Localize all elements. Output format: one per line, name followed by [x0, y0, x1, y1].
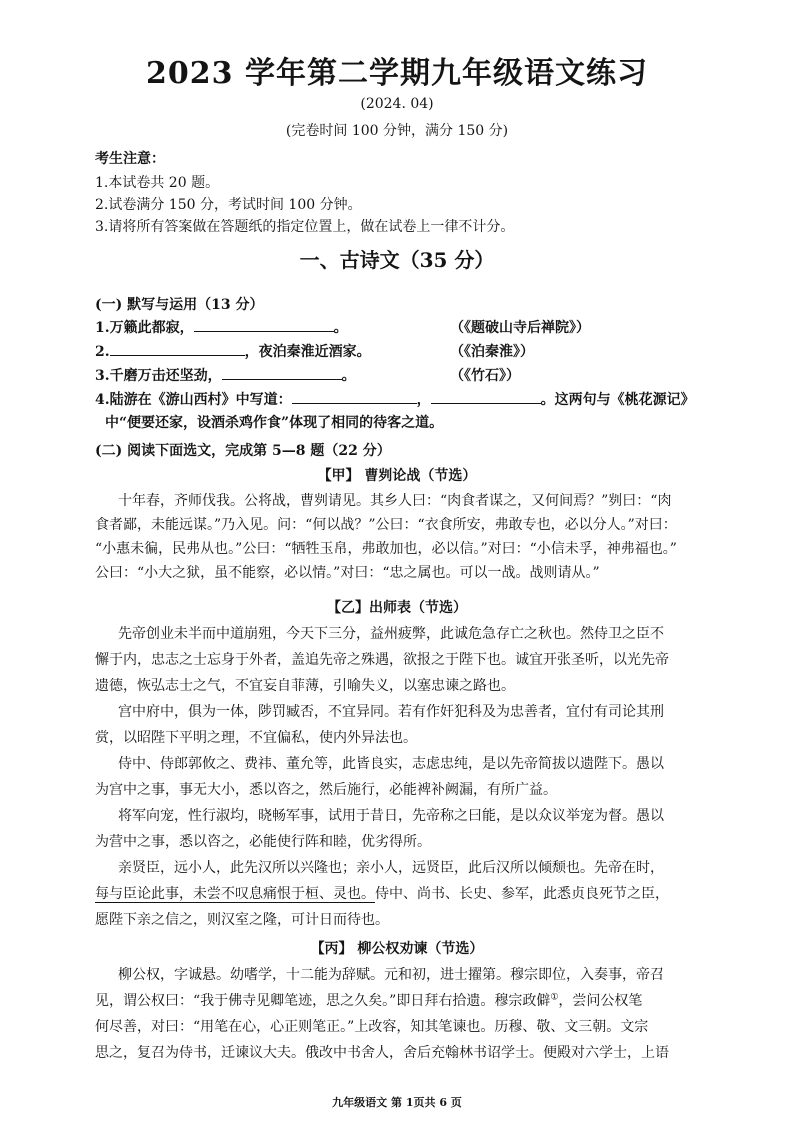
passage-line: 亲贤臣，远小人，此先汉所以兴隆也；亲小人，远贤臣，此后汉所以倾颓也。先帝在时，	[118, 860, 664, 876]
notice-item: 3.请将所有答案做在答题纸的指定位置上，做在试卷上一律不计分。	[95, 219, 515, 235]
question-text: 4.陆游在《游山西村》中写道：	[95, 392, 292, 408]
question-source: （《竹石》）	[450, 368, 520, 384]
passage-line: 何尽善，对曰：“用笔在心，心正则笔正。”上改容，知其笔谏也。历穆、敬、文三朝。文宗	[95, 1019, 649, 1035]
answer-blank	[292, 389, 417, 404]
passage-line: 宫中府中，俱为一体，陟罚臧否，不宜异同。若有作奸犯科及为忠善者，宜付有司论其刑	[118, 704, 664, 720]
question-text: ，夜泊秦淮近酒家。	[244, 344, 371, 360]
notice-heading: 考生注意：	[95, 151, 165, 167]
passage-line: 遗德，恢弘志士之气，不宜妄自菲薄，引喻失义，以塞忠谏之路也。	[95, 678, 515, 694]
passage-jia-title: 【甲】 曹刿论战（节选）	[317, 468, 477, 484]
question-text: 。	[341, 368, 356, 384]
passage-line: “小惠未徧，民弗从也。”公曰：“牺牲玉帛，弗敢加也，必以信。”对曰：“小信未孚，神弗福也。”	[95, 541, 677, 557]
passage-line: 柳公权，字诚悬。幼嗜学，十二能为辞赋。元和初，进士擢第。穆宗即位，入奏事，帝召	[118, 967, 664, 983]
answer-blank	[194, 317, 334, 332]
question-text: 3.千磨万击还坚劲，	[95, 368, 222, 384]
passage-bing-title: 【丙】 柳公权劝谏（节选）	[310, 941, 484, 957]
passage-line: 先帝创业未半而中道崩殂，今天下三分，益州疲弊，此诚危急存亡之秋也。然侍卫之臣不	[118, 626, 664, 642]
passage-line: 食者鄙，未能远谋。”乃入见。问：“何以战？”公曰：“衣食所安，弗敢专也，必以分人。”对曰：	[95, 517, 677, 533]
passage-text: 侍中、尚书、长史、参军，此悉贞良死节之臣，	[375, 886, 669, 902]
answer-blank	[431, 389, 541, 404]
underlined-sentence: 每与臣论此事，未尝不叹息痛恨于桓、灵也。	[95, 886, 375, 902]
passage-line: 愿陛下亲之信之，则汉室之隆，可计日而待也。	[95, 912, 389, 928]
passage-line: 懈于内，忠志之士忘身于外者，盖追先帝之殊遇，欲报之于陛下也。诚宜开张圣听，以光先帝	[95, 652, 669, 668]
answer-blank	[110, 341, 245, 356]
question-text: 1.万籁此都寂，	[95, 320, 194, 336]
section-title: 一、古诗文（35 分）	[299, 248, 495, 272]
passage-line-underlined	[95, 883, 669, 903]
passage-line: 思之，复召为侍书，迁谏议大夫。俄改中书舍人，舍后充翰林书诏学士。便殿对六学士，上语	[95, 1045, 669, 1061]
question-text: 。	[333, 320, 348, 336]
footnote-mark: ①	[550, 992, 559, 1003]
notice-item: 2.试卷满分 150 分，考试时间 100 分钟。	[95, 197, 362, 213]
part2-heading: (二) 阅读下面选文，完成第 5—8 题（22 分）	[95, 443, 391, 459]
question-source: （《泊秦淮》）	[450, 344, 534, 360]
notice-item: 1.本试卷共 20 题。	[95, 175, 220, 191]
question-4-line2: 中“便要还家，设酒杀鸡作食”体现了相同的待客之道。	[105, 415, 444, 431]
question-1	[95, 317, 348, 337]
answer-blank	[222, 365, 342, 380]
question-text: 2.	[95, 344, 110, 360]
question-3	[95, 365, 356, 385]
question-2	[95, 341, 371, 361]
part1-heading: (一) 默写与运用（13 分）	[95, 297, 264, 313]
passage-text: ，尝问公权笔	[558, 993, 643, 1009]
passage-line: 公曰：“小大之狱，虽不能察，必以情。”对曰：“忠之属也。可以一战。战则请从。”	[95, 565, 600, 581]
exam-time-info: (完卷时间 100 分钟，满分 150 分)	[285, 123, 509, 139]
page-footer: 九年级语文 第 1页共 6 页	[332, 1096, 462, 1109]
exam-title: 2023 学年第二学期九年级语文练习	[146, 56, 648, 91]
question-text: ，	[416, 392, 431, 408]
passage-line: 侍中、侍郎郭攸之、费祎、董允等，此皆良实，志虑忠纯，是以先帝简拔以遗陛下。愚以	[118, 756, 664, 772]
passage-line: 为宫中之事，事无大小，悉以咨之，然后施行，必能裨补阙漏，有所广益。	[95, 782, 557, 798]
passage-yi-title: 【乙】出师表（节选）	[327, 600, 467, 616]
question-source: （《题破山寺后禅院》）	[450, 320, 590, 336]
question-4	[95, 389, 695, 409]
passage-line	[95, 990, 642, 1010]
passage-line: 十年春，齐师伐我。公将战，曹刿请见。其乡人曰：“肉食者谋之，又何间焉？”刿曰：“肉	[118, 493, 672, 509]
passage-line: 为营中之事，悉以咨之，必能使行阵和睦，优劣得所。	[95, 834, 431, 850]
exam-date: (2024. 04)	[360, 96, 434, 112]
passage-text: 见，谓公权曰：“我于佛寺见卿笔迹，思之久矣。”即日拜右拾遗。穆宗政僻	[95, 993, 551, 1009]
question-text: 。这两句与《桃花源记》	[540, 392, 695, 408]
passage-line: 将军向宠，性行淑均，晓畅军事，试用于昔日，先帝称之曰能，是以众议举宠为督。愚以	[118, 808, 664, 824]
passage-line: 赏，以昭陛下平明之理，不宜偏私，使内外异法也。	[95, 730, 417, 746]
